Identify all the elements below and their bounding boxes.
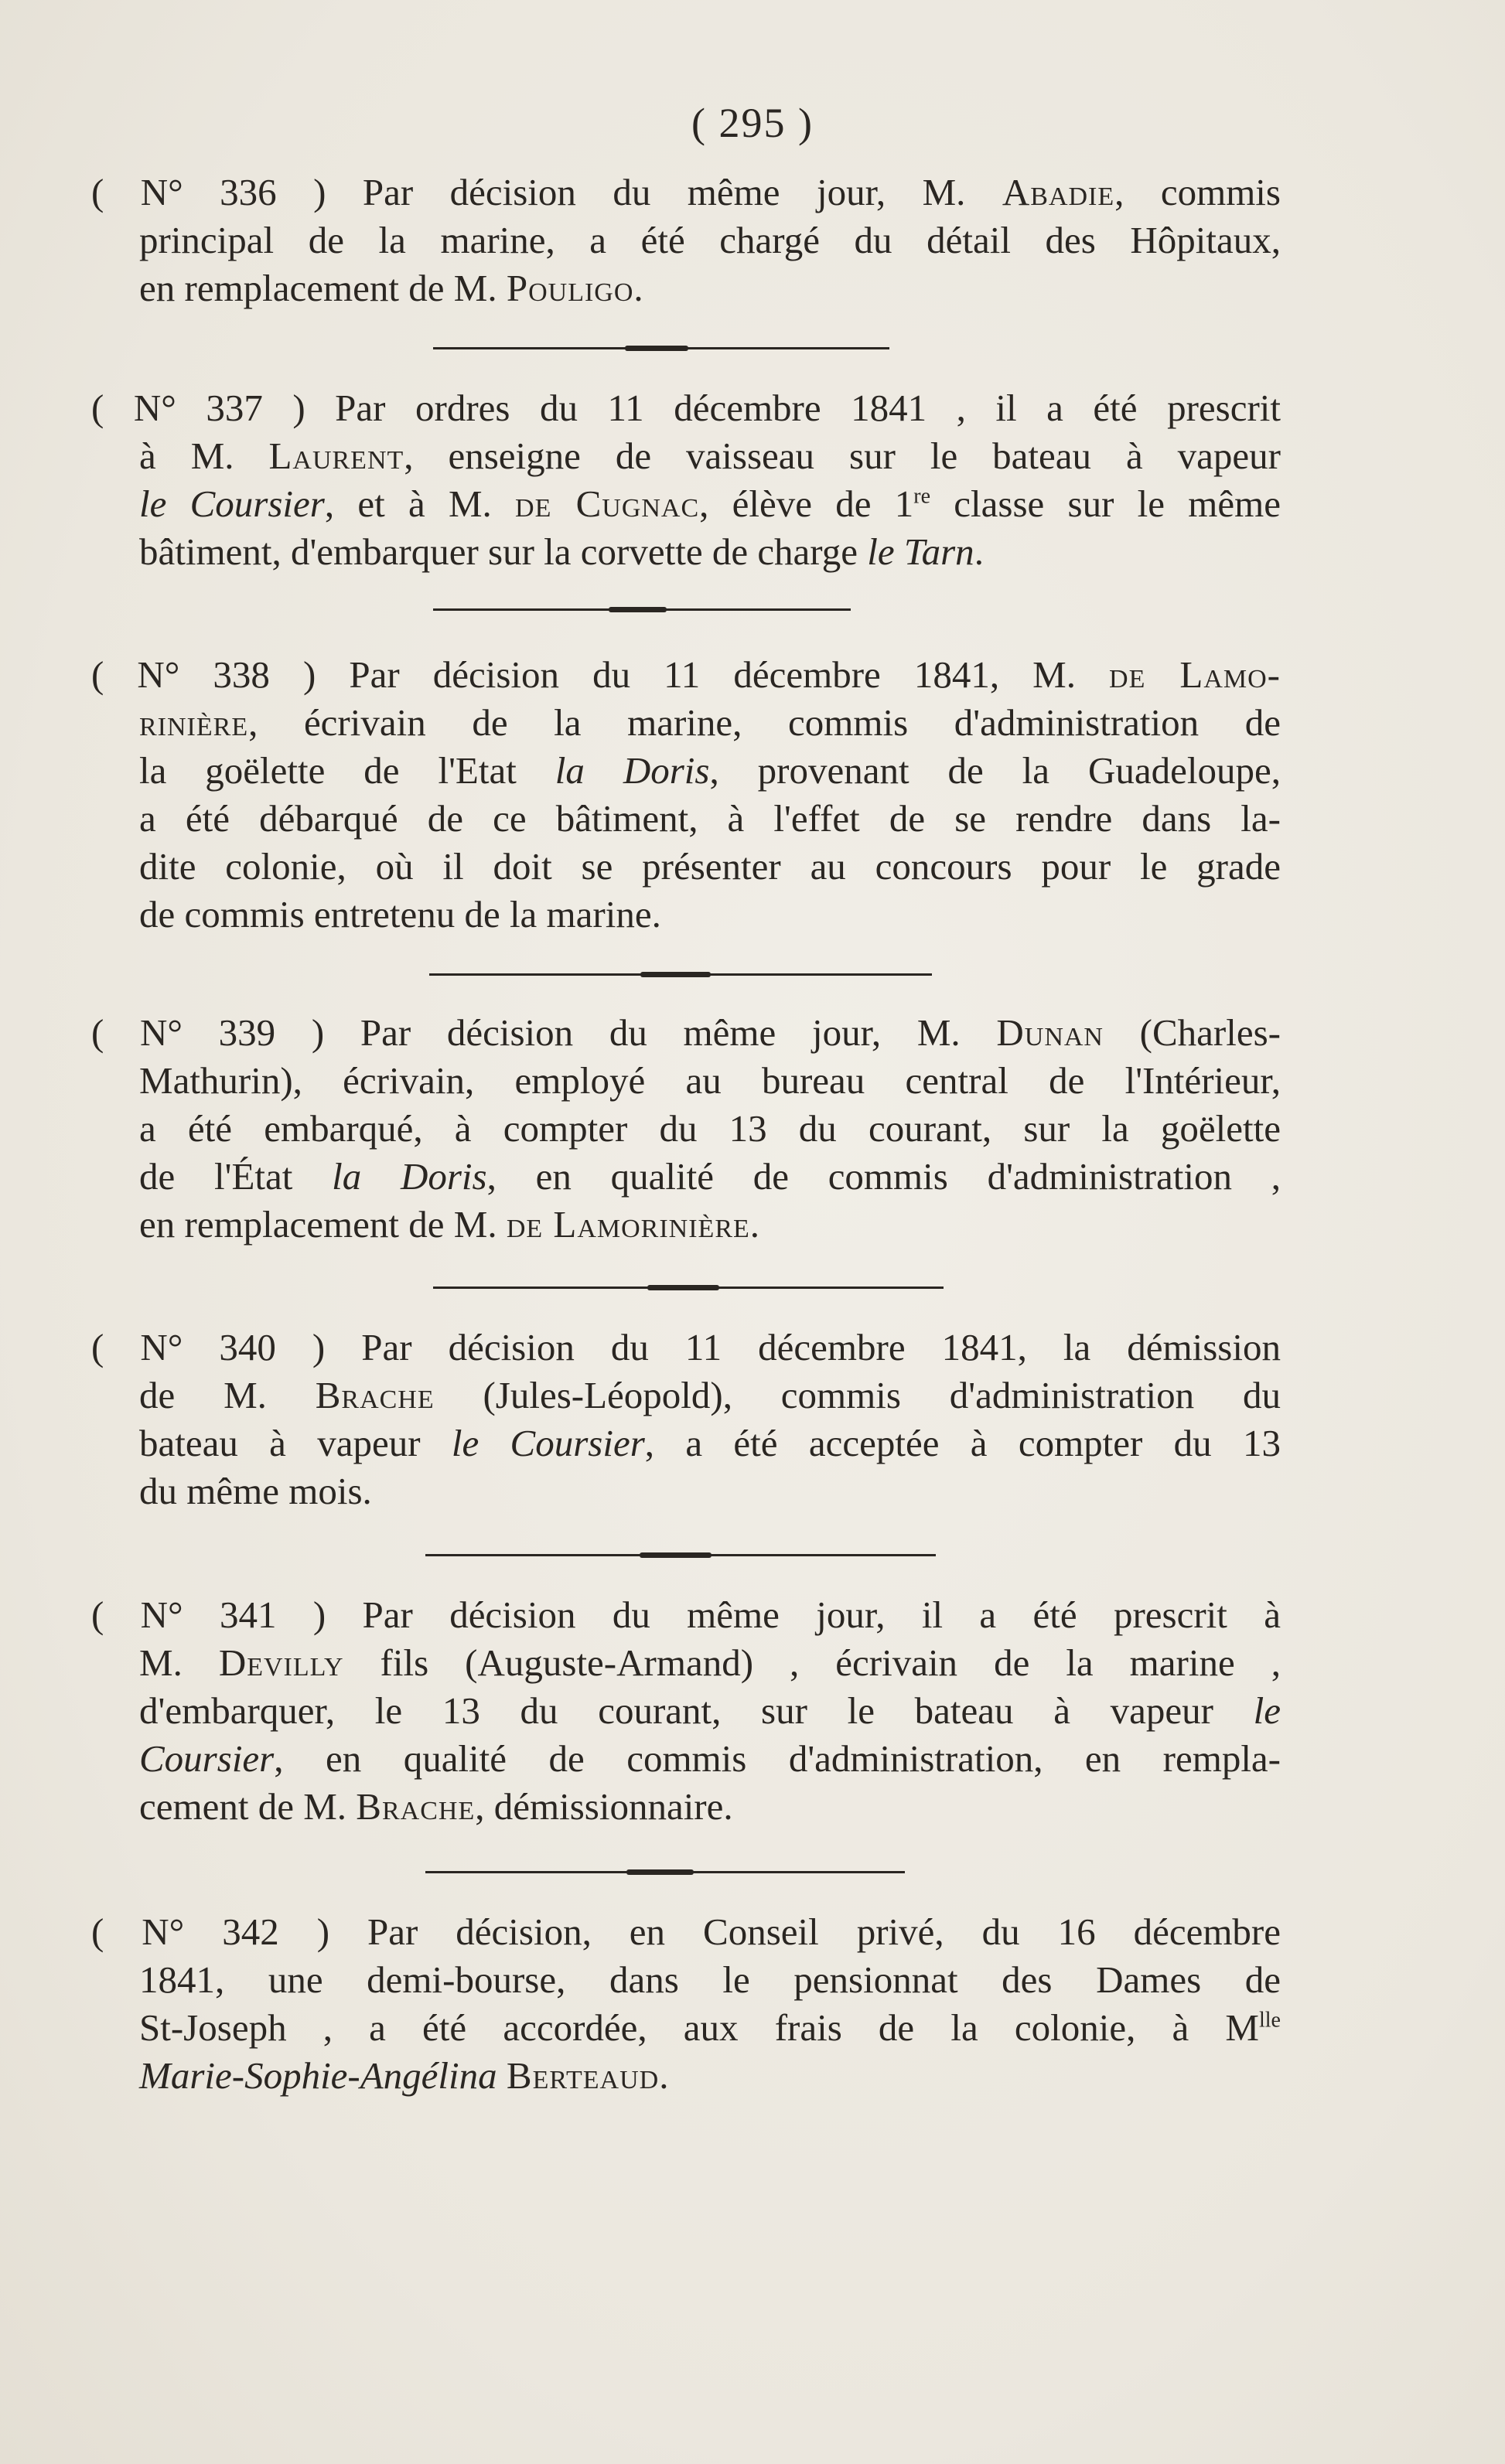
text-line [91,1201,1281,1249]
text-line [91,1009,1281,1057]
person-name: Abadie [1002,171,1115,213]
text-run: à M. [139,435,269,477]
decision-entry-338 [91,651,1281,939]
text-run: , et à M. [324,482,516,525]
separator-rule [425,1554,936,1556]
text-run: de commis entretenu de la marine. [139,893,661,936]
person-name: Berteaud [506,2054,660,2097]
text-run: d'embarquer, le 13 du courant, sur le bateau à vapeur [139,1689,1254,1732]
text-run: , commis [1114,171,1281,213]
person-name: Devilly [218,1641,344,1684]
text-run: , enseigne de vaisseau sur le bateau à vapeur [404,435,1281,477]
text-run: a été débarqué de ce bâtiment, à l'effet de se rendre dans la- [139,797,1281,840]
text-line [91,264,1281,312]
text-line [91,432,1281,480]
decision-entry-337 [91,384,1281,576]
ship-name: le Coursier [139,482,325,525]
person-name: de Lamo- [1109,653,1281,696]
ship-name: la Doris [332,1155,487,1198]
text-line [91,747,1281,795]
text-run: du même mois. [139,1470,372,1512]
text-line [91,1783,1281,1831]
text-line [91,1467,1281,1515]
decision-entry-341 [91,1591,1281,1831]
text-line [91,1735,1281,1783]
text-line [91,169,1281,216]
person-name: de Cugnac [515,482,700,525]
text-line [91,1057,1281,1105]
ship-name: le [1253,1689,1281,1732]
text-line [91,891,1281,939]
text-line [91,1105,1281,1153]
person-name: Pouligo [506,267,634,309]
person-name: Brache [315,1374,435,1416]
text-run [497,2054,507,2097]
text-line [91,1639,1281,1687]
text-line [91,1372,1281,1419]
text-run: . [633,267,643,309]
text-run: , démissionnaire. [475,1785,733,1828]
superscript: re [913,484,931,509]
text-line [91,2052,1281,2100]
text-run: en remplacement de M. [139,267,507,309]
text-line [91,1591,1281,1639]
text-run: (Charles- [1103,1011,1281,1054]
text-line [91,528,1281,576]
superscript: lle [1259,2008,1281,2033]
text-run: la goëlette de l'Etat [139,749,555,792]
text-line [91,1153,1281,1201]
text-line [91,1324,1281,1372]
text-run: , provenant de la Guadeloupe, [709,749,1281,792]
decision-entry-339 [91,1009,1281,1249]
person-name: Dunan [996,1011,1104,1054]
text-run: , en qualité de commis d'administration, en rempla- [274,1737,1281,1780]
text-run: . [659,2054,669,2097]
text-run: ( N° 341 ) Par décision du même jour, il a été prescrit à [91,1593,1281,1636]
text-line [91,1687,1281,1735]
person-name: Laurent [268,435,404,477]
text-line [91,843,1281,891]
text-run: ( N° 342 ) Par décision, en Conseil privé, du 16 décembre [91,1910,1281,1953]
text-run: ( N° 336 ) Par décision du même jour, M. [91,171,1002,213]
text-run: ( N° 338 ) Par décision du 11 décembre 1841, M. [91,653,1110,696]
text-line [91,651,1281,699]
text-run: , écrivain de la marine, commis d'administration de [248,701,1281,744]
text-run: de M. [139,1374,316,1416]
text-run: ( N° 339 ) Par décision du même jour, M. [91,1011,997,1054]
text-line [91,216,1281,264]
text-line [91,2004,1281,2052]
text-run: ( N° 340 ) Par décision du 11 décembre 1841, la démission [91,1326,1281,1368]
text-run: ( N° 337 ) Par ordres du 11 décembre 1841 , il a été prescrit [91,387,1281,429]
person-name: Brache [356,1785,476,1828]
ship-name: le Coursier [451,1422,645,1464]
text-run: bâtiment, d'embarquer sur la corvette de charge [139,530,868,573]
text-run: fils (Auguste-Armand) , écrivain de la marine , [343,1641,1281,1684]
text-run: . [749,1203,760,1246]
text-run: . [974,530,984,573]
text-line [91,1956,1281,2004]
ship-name: Coursier [139,1737,275,1780]
text-run: Mathurin), écrivain, employé au bureau central de l'Intérieur, [139,1059,1281,1102]
text-run: 1841, une demi-bourse, dans le pensionnat des Dames de [139,1958,1281,2001]
decision-entry-342 [91,1908,1281,2100]
text-run: classe sur le même [930,482,1281,525]
text-run: (Jules-Léopold), commis d'administration du [434,1374,1281,1416]
person-name: de Lamorinière [506,1203,750,1246]
text-run: dite colonie, où il doit se présenter au concours pour le grade [139,845,1281,888]
separator-rule [425,1871,905,1873]
page-number: ( 295 ) [691,100,814,146]
text-line [91,1908,1281,1956]
ship-name: le Tarn [867,530,974,573]
person-name: rinière [139,701,249,744]
decision-entry-340 [91,1324,1281,1515]
separator-rule [429,973,932,976]
separator-rule [433,347,889,349]
text-line [91,480,1281,528]
text-run: bateau à vapeur [139,1422,452,1464]
ship-name: la Doris [555,749,710,792]
text-line [91,699,1281,747]
text-line [91,1419,1281,1467]
text-line [91,384,1281,432]
ship-name: Marie-Sophie-Angélina [139,2054,497,2097]
text-run: , a été acceptée à compter du 13 [644,1422,1281,1464]
text-line [91,795,1281,843]
text-run: principal de la marine, a été chargé du détail des Hôpitaux, [139,219,1281,261]
text-run: de l'État [139,1155,333,1198]
text-run: St-Joseph , a été accordée, aux frais de la colonie, à M [139,2006,1259,2049]
separator-rule [433,1287,944,1289]
text-run: M. [139,1641,219,1684]
text-run: cement de M. [139,1785,357,1828]
text-run: en remplacement de M. [139,1203,507,1246]
text-run: , en qualité de commis d'administration , [486,1155,1281,1198]
decision-entry-336 [91,169,1281,312]
separator-rule [433,608,851,611]
text-run: a été embarqué, à compter du 13 du courant, sur la goëlette [139,1107,1281,1150]
text-run: , élève de 1 [699,482,914,525]
